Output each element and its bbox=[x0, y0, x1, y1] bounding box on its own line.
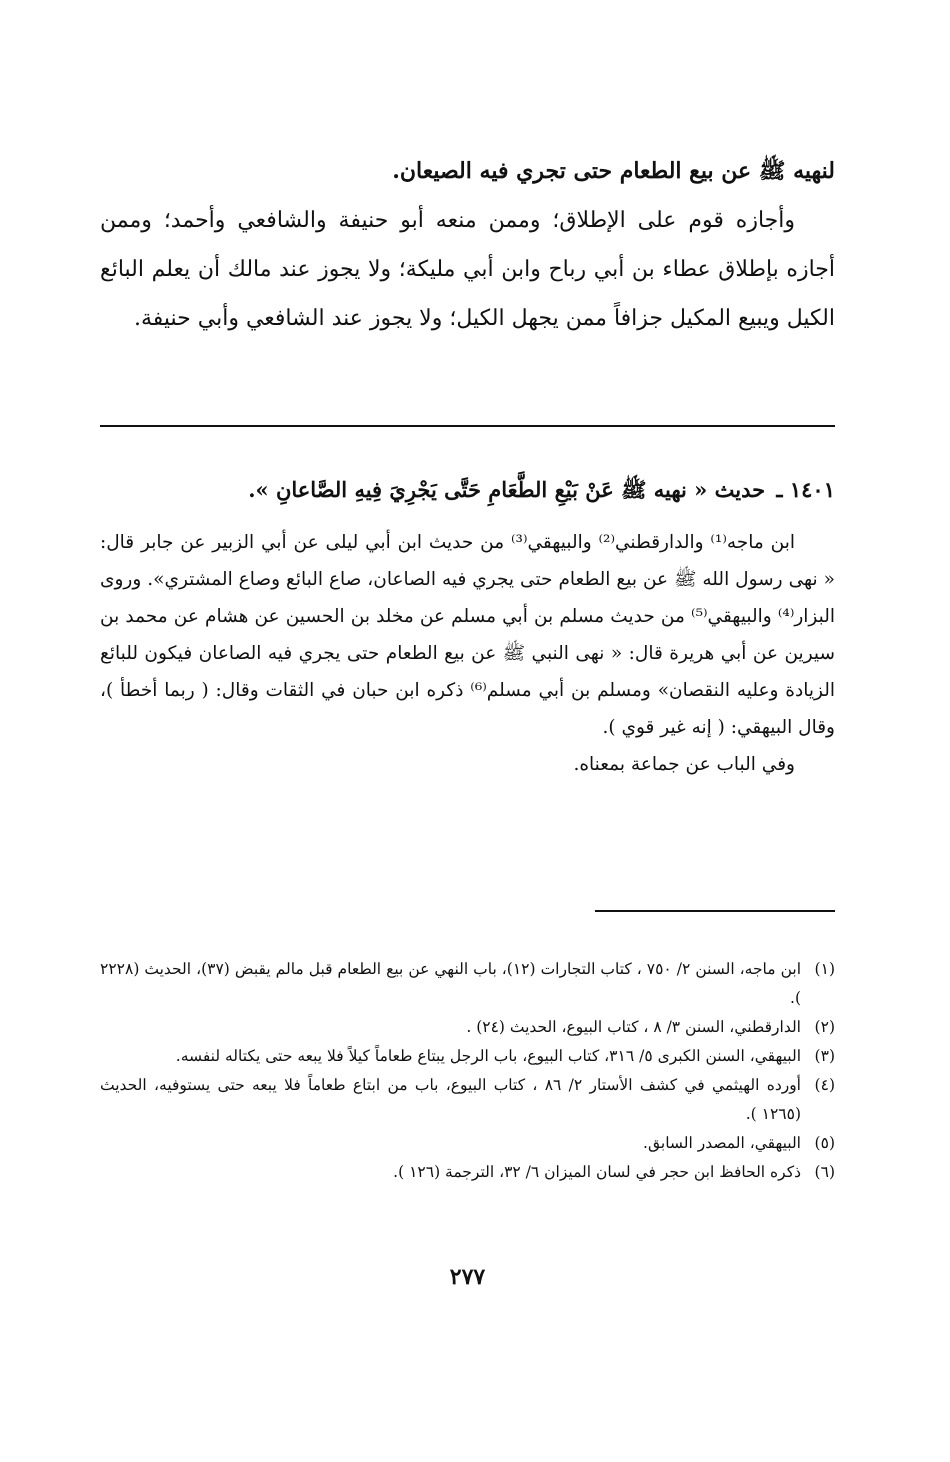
main-text-block bbox=[100, 147, 835, 343]
main-paragraph: وأجازه قوم على الإطلاق؛ وممن منعه أبو حنيفة والشافعي وأحمد؛ وممن أجازه بإطلاق عطاء بن أبي رباح وابن أبي مليكة؛ ولا يجوز عند مالك أن يعلم البائع الكيل ويبيع المكيل جزافاً ممن يجهل الكيل؛ ولا يجوز عند الشافعي وأبي حنيفة. bbox=[100, 208, 835, 331]
footnote-text: ذكره الحافظ ابن حجر في لسان الميزان ٦/ ٣٢، الترجمة (١٢٦ ). bbox=[393, 1163, 801, 1181]
lead-sentence: لنهيه ﷺ عن بيع الطعام حتى تجري فيه الصيعان. bbox=[392, 158, 835, 184]
footnote-number: (٥) bbox=[814, 1134, 835, 1152]
section-divider bbox=[100, 425, 835, 427]
footnote-item bbox=[100, 1071, 835, 1129]
footnote-item bbox=[100, 1158, 835, 1187]
hadith-body: ابن ماجه⁽¹⁾ والدارقطني⁽²⁾ والبيهقي⁽³⁾ من حديث ابن أبي ليلى عن أبي الزبير عن جابر قال: « نهى رسول الله ﷺ عن بيع الطعام حتى يجري فيه الصاعان، صاع البائع وصاع المشتري». وروى البزار⁽⁴⁾ والبيهقي⁽⁵⁾ من حديث مسلم بن أبي مسلم عن مخلد بن الحسين عن هشام عن محمد بن سيرين عن أبي هريرة قال: « نهى النبي ﷺ عن بيع الطعام حتى يجري فيه الصاعان فيكون للبائع الزيادة وعليه النقصان» ومسلم بن أبي مسلم⁽⁶⁾ ذكره ابن حبان في الثقات وقال: ( ربما أخطأ )، وقال البيهقي: ( إنه غير قوي ). bbox=[100, 532, 835, 738]
footnote-number: (١) bbox=[814, 960, 835, 978]
page-number: ٢٧٧ bbox=[449, 1264, 486, 1290]
footnote-number: (٣) bbox=[814, 1047, 835, 1065]
footnote-item bbox=[100, 1129, 835, 1158]
hadith-heading bbox=[100, 470, 835, 510]
hadith-closing: وفي الباب عن جماعة بمعناه. bbox=[573, 754, 795, 775]
footnote-number: (٤) bbox=[814, 1076, 835, 1094]
footnote-text: البيهقي، المصدر السابق. bbox=[643, 1134, 801, 1152]
footnote-text: ابن ماجه، السنن ٢/ ٧٥٠ ، كتاب التجارات (١٢)، باب النهي عن بيع الطعام قبل مالم يقبض (٣٧)، الحديث (٢٢٢٨ ). bbox=[100, 960, 802, 1007]
footnote-item bbox=[100, 1013, 835, 1042]
footnote-item bbox=[100, 955, 835, 1013]
hadith-number: ١٤٠١ ـ bbox=[776, 477, 835, 502]
footnote-text: أورده الهيثمي في كشف الأستار ٢/ ٨٦ ، كتاب البيوع، باب من ابتاع طعاماً فلا يبعه حتى يستوفيه، الحديث (١٢٦٥ ). bbox=[100, 1076, 801, 1123]
footnote-text: البيهقي، السنن الكبرى ٥/ ٣١٦، كتاب البيوع، باب الرجل يبتاع طعاماً كيلاً فلا يبعه حتى يكتاله لنفسه. bbox=[175, 1047, 801, 1065]
footnote-number: (٢) bbox=[814, 1018, 835, 1036]
footnote-item bbox=[100, 1042, 835, 1071]
footnote-number: (٦) bbox=[814, 1163, 835, 1181]
footnotes bbox=[100, 955, 835, 1187]
hadith-title: حديث « نهيه ﷺ عَنْ بَيْعِ الطَّعَامِ حَتَّى يَجْرِيَ فِيهِ الصَّاعانِ ». bbox=[248, 477, 766, 502]
footnote-divider bbox=[595, 910, 835, 912]
footnote-text: الدارقطني، السنن ٣/ ٨ ، كتاب البيوع، الحديث (٢٤) . bbox=[466, 1018, 801, 1036]
hadith-section bbox=[100, 470, 835, 783]
